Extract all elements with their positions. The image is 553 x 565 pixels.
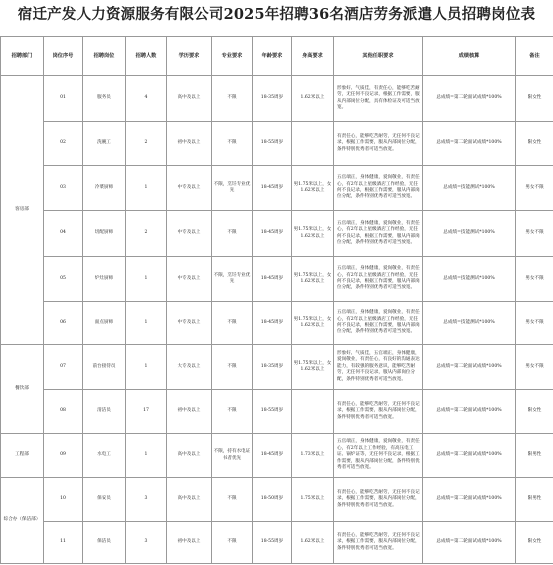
education-requirement-cell: 大专及以上 xyxy=(167,345,212,390)
position-number-cell: 06 xyxy=(44,302,83,345)
age-requirement-cell: 18-55周岁 xyxy=(253,390,292,434)
major-requirement-cell: 不限 xyxy=(212,390,253,434)
position-name-cell: 洗碗工 xyxy=(83,122,126,166)
age-requirement-cell: 18-55周岁 xyxy=(253,122,292,166)
position-number-cell: 08 xyxy=(44,390,83,434)
department-cell: 综合办（保洁部） xyxy=(1,478,44,564)
other-requirements-cell: 五官端正，身体健康，爱岗敬业，有责任心，有2年以上工作经验，有高压电工证、锅炉证等，无任何不良记录，根据工作需要，服从内部岗位分配，条件特别优秀者可适当放宽。 xyxy=(334,434,423,478)
age-requirement-cell: 18-50周岁 xyxy=(253,478,292,522)
remarks-cell: 男女不限 xyxy=(516,302,553,345)
header-cell: 招聘部门 xyxy=(1,37,44,76)
remarks-cell: 限女性 xyxy=(516,522,553,564)
remarks-cell: 限男性 xyxy=(516,478,553,522)
position-number-cell: 10 xyxy=(44,478,83,522)
education-requirement-cell: 初中及以上 xyxy=(167,390,212,434)
header-cell: 身高要求 xyxy=(292,37,334,76)
position-name-cell: 炉灶厨师 xyxy=(83,257,126,302)
age-requirement-cell: 18-35周岁 xyxy=(253,345,292,390)
headcount-cell: 2 xyxy=(126,122,167,166)
headcount-cell: 1 xyxy=(126,345,167,390)
score-calculation-cell: 总成绩=第二轮面试成绩*100% xyxy=(423,390,516,434)
headcount-cell: 4 xyxy=(126,76,167,122)
other-requirements-cell: 有责任心，能够吃苦耐劳，无任何不良记录，根据工作需要，服从内部岗位分配，条件特别优秀者可适当放宽。 xyxy=(334,522,423,564)
major-requirement-cell: 不限 xyxy=(212,211,253,257)
height-requirement-cell: 男1.75米以上，女1.62米以上 xyxy=(292,211,334,257)
header-cell: 其他任职要求 xyxy=(334,37,423,76)
age-requirement-cell: 18-45周岁 xyxy=(253,211,292,257)
score-calculation-cell: 总成绩=技能测试*100% xyxy=(423,302,516,345)
major-requirement-cell: 不限，烹饪专业优先 xyxy=(212,166,253,211)
remarks-cell: 限女性 xyxy=(516,390,553,434)
remarks-cell: 限女性 xyxy=(516,122,553,166)
headcount-cell: 1 xyxy=(126,166,167,211)
position-number-cell: 03 xyxy=(44,166,83,211)
height-requirement-cell: 男1.75米以上，女1.62米以上 xyxy=(292,166,334,211)
major-requirement-cell: 不限 xyxy=(212,122,253,166)
department-cell: 客房部 xyxy=(1,76,44,345)
other-requirements-cell: 五官端正，身体健康，爱岗敬业，有责任心，有2年以上星级酒店工作经验，无任何不良记录，根据工作需要，服从内部岗位分配，条件特别优秀者可适当放宽。 xyxy=(334,302,423,345)
major-requirement-cell: 不限 xyxy=(212,302,253,345)
major-requirement-cell: 不限，烹饪专业优先 xyxy=(212,257,253,302)
table-row xyxy=(1,166,553,211)
other-requirements-cell: 有责任心，能够吃苦耐劳，无任何不良记录，根据工作需要，服从内部岗位分配，条件特别优秀者可适当放宽。 xyxy=(334,390,423,434)
height-requirement-cell: 1.73米以上 xyxy=(292,434,334,478)
department-cell: 餐饮部 xyxy=(1,345,44,434)
position-name-cell: 服务员 xyxy=(83,76,126,122)
score-calculation-cell: 总成绩=第二轮面试成绩*100% xyxy=(423,76,516,122)
age-requirement-cell: 18-45周岁 xyxy=(253,257,292,302)
table-row xyxy=(1,257,553,302)
position-number-cell: 05 xyxy=(44,257,83,302)
score-calculation-cell: 总成绩=第二轮面试成绩*100% xyxy=(423,478,516,522)
position-number-cell: 11 xyxy=(44,522,83,564)
score-calculation-cell: 总成绩=第二轮面试成绩*100% xyxy=(423,345,516,390)
height-requirement-cell xyxy=(292,122,334,166)
remarks-cell: 限女性 xyxy=(516,76,553,122)
education-requirement-cell: 中专及以上 xyxy=(167,211,212,257)
score-calculation-cell: 总成绩=技能测试*100% xyxy=(423,166,516,211)
remarks-cell: 男女不限 xyxy=(516,211,553,257)
header-cell: 招聘岗位 xyxy=(83,37,126,76)
major-requirement-cell: 不限 xyxy=(212,478,253,522)
major-requirement-cell: 不限 xyxy=(212,522,253,564)
position-number-cell: 07 xyxy=(44,345,83,390)
header-cell: 备注 xyxy=(516,37,553,76)
position-name-cell: 保安员 xyxy=(83,478,126,522)
height-requirement-cell: 男1.75米以上，女1.62米以上 xyxy=(292,302,334,345)
height-requirement-cell: 1.62米以上 xyxy=(292,522,334,564)
recruitment-table xyxy=(0,36,553,564)
header-cell: 专业要求 xyxy=(212,37,253,76)
department-cell: 工程部 xyxy=(1,434,44,478)
remarks-cell: 男女不限 xyxy=(516,166,553,211)
education-requirement-cell: 中专及以上 xyxy=(167,257,212,302)
table-row xyxy=(1,522,553,564)
other-requirements-cell: 形象好、气质佳，有责任心，能够吃苦耐劳，无任何不良记录，根据工作需要，服从内部岗位分配，具有体检证及可适当放宽。 xyxy=(334,76,423,122)
headcount-cell: 3 xyxy=(126,522,167,564)
score-calculation-cell: 总成绩=第二轮面试成绩*100% xyxy=(423,122,516,166)
other-requirements-cell: 五官端正，身体健康，爱岗敬业，有责任心，有2年以上星级酒店工作经验，无任何不良记录，根据工作需要，服从内部岗位分配，条件特别优秀者可适当放宽。 xyxy=(334,211,423,257)
other-requirements-cell: 形象好、气质佳，五官端正，身体健康，爱岗敬业，有责任心，有良好的沟通表达能力，有较强的服务意识，能够吃苦耐劳，无任何不良记录，服从内部岗位分配，条件特别优秀者可适当放宽。 xyxy=(334,345,423,390)
position-number-cell: 04 xyxy=(44,211,83,257)
position-number-cell: 09 xyxy=(44,434,83,478)
major-requirement-cell: 不限，持有水电证书者优先 xyxy=(212,434,253,478)
headcount-cell: 17 xyxy=(126,390,167,434)
header-cell: 年龄要求 xyxy=(253,37,292,76)
score-calculation-cell: 总成绩=技能测试*100% xyxy=(423,257,516,302)
education-requirement-cell: 中专及以上 xyxy=(167,166,212,211)
table-row xyxy=(1,345,553,390)
remarks-cell: 男女不限 xyxy=(516,257,553,302)
header-cell: 学历要求 xyxy=(167,37,212,76)
position-number-cell: 01 xyxy=(44,76,83,122)
score-calculation-cell: 总成绩=第二轮面试成绩*100% xyxy=(423,434,516,478)
position-name-cell: 前台接待员 xyxy=(83,345,126,390)
headcount-cell: 1 xyxy=(126,302,167,345)
headcount-cell: 1 xyxy=(126,257,167,302)
table-row xyxy=(1,434,553,478)
height-requirement-cell: 男1.75米以上，女1.62米以上 xyxy=(292,345,334,390)
education-requirement-cell: 初中及以上 xyxy=(167,522,212,564)
height-requirement-cell: 男1.75米以上，女1.62米以上 xyxy=(292,257,334,302)
other-requirements-cell: 有责任心，能够吃苦耐劳，无任何不良记录，根据工作需要，服从内部岗位分配，条件特别优秀者可适当放宽。 xyxy=(334,122,423,166)
major-requirement-cell: 不限 xyxy=(212,76,253,122)
other-requirements-cell: 五官端正，身体健康，爱岗敬业，有责任心，有2年以上星级酒店工作经验，无任何不良记录，根据工作需要，服从内部岗位分配，条件特别优秀者可适当放宽。 xyxy=(334,257,423,302)
age-requirement-cell: 18-45周岁 xyxy=(253,434,292,478)
table-row xyxy=(1,76,553,122)
major-requirement-cell: 不限 xyxy=(212,345,253,390)
height-requirement-cell: 1.62米以上 xyxy=(292,76,334,122)
education-requirement-cell: 高中及以上 xyxy=(167,478,212,522)
position-name-cell: 保洁员 xyxy=(83,522,126,564)
table-row xyxy=(1,122,553,166)
position-name-cell: 面点厨师 xyxy=(83,302,126,345)
age-requirement-cell: 18-35周岁 xyxy=(253,76,292,122)
height-requirement-cell xyxy=(292,390,334,434)
score-calculation-cell: 总成绩=第二轮面试成绩*100% xyxy=(423,522,516,564)
age-requirement-cell: 18-45周岁 xyxy=(253,302,292,345)
position-number-cell: 02 xyxy=(44,122,83,166)
other-requirements-cell: 有责任心，能够吃苦耐劳，无任何不良记录，根据工作需要，服从内部岗位分配，条件特别优秀者可适当放宽。 xyxy=(334,478,423,522)
table-row xyxy=(1,211,553,257)
document-title: 宿迁产发人力资源服务有限公司2025年招聘36名酒店劳务派遣人员招聘岗位表 xyxy=(17,6,536,23)
headcount-cell: 2 xyxy=(126,211,167,257)
other-requirements-cell: 五官端正，身体健康，爱岗敬业，有责任心，有2年以上星级酒店工作经验，无任何不良记录，根据工作需要，服从内部岗位分配，条件特别优秀者可适当放宽。 xyxy=(334,166,423,211)
education-requirement-cell: 中专及以上 xyxy=(167,302,212,345)
table-row xyxy=(1,302,553,345)
position-name-cell: 水电工 xyxy=(83,434,126,478)
age-requirement-cell: 18-55周岁 xyxy=(253,522,292,564)
header-cell: 成绩核算 xyxy=(423,37,516,76)
position-name-cell: 清洁员 xyxy=(83,390,126,434)
education-requirement-cell: 初中及以上 xyxy=(167,122,212,166)
position-name-cell: 冷菜厨师 xyxy=(83,166,126,211)
header-cell: 招聘人数 xyxy=(126,37,167,76)
headcount-cell: 3 xyxy=(126,478,167,522)
age-requirement-cell: 18-45周岁 xyxy=(253,166,292,211)
header-row xyxy=(1,37,553,76)
education-requirement-cell: 高中及以上 xyxy=(167,76,212,122)
height-requirement-cell: 1.75米以上 xyxy=(292,478,334,522)
education-requirement-cell: 高中及以上 xyxy=(167,434,212,478)
remarks-cell: 限男性 xyxy=(516,434,553,478)
headcount-cell: 1 xyxy=(126,434,167,478)
position-name-cell: 切配厨师 xyxy=(83,211,126,257)
remarks-cell: 男女不限 xyxy=(516,345,553,390)
table-row xyxy=(1,478,553,522)
table-row xyxy=(1,390,553,434)
header-cell: 岗位序号 xyxy=(44,37,83,76)
score-calculation-cell: 总成绩=技能测试*100% xyxy=(423,211,516,257)
